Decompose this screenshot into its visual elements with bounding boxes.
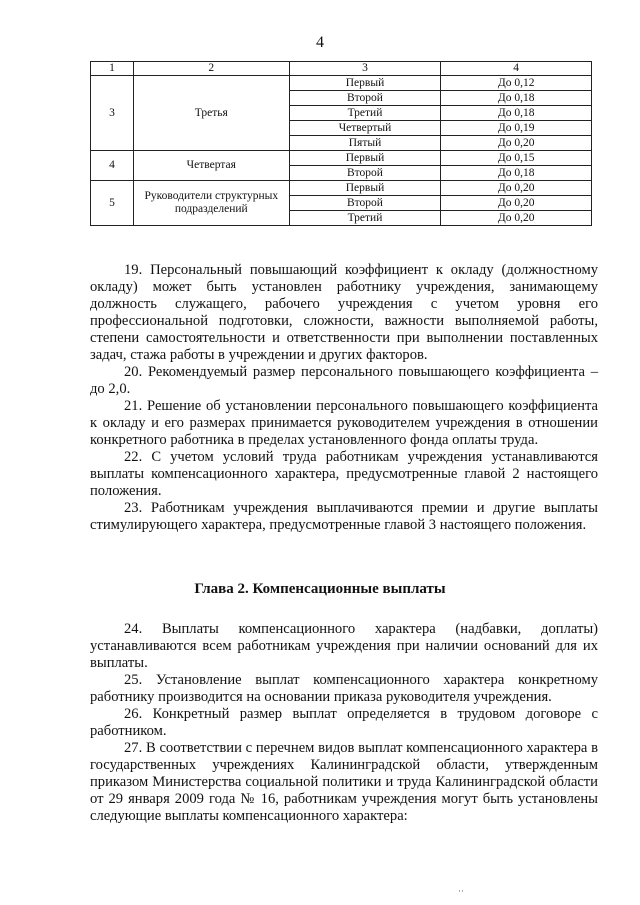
- level-cell: Пятый: [289, 136, 441, 151]
- coefficient-table: [90, 61, 592, 226]
- coefficient-cell: До 0,20: [441, 136, 592, 151]
- table-header-row: [91, 62, 592, 76]
- level-cell: Первый: [289, 151, 441, 166]
- group-number-cell: 3: [91, 76, 134, 151]
- paragraph: 25. Установление выплат компенсационного характера конкретному работнику производится на основании приказа руководителя учреждения.: [90, 672, 598, 705]
- header-cell: 2: [133, 62, 289, 76]
- paragraph: 21. Решение об установлении персонального повышающего коэффициента к окладу и его размерах принимается руководителем учреждения в отношении конкретного работника в пределах установленного фонда оплаты труда.: [90, 398, 598, 448]
- paragraph: 22. С учетом условий труда работникам учреждения устанавливаются выплаты компенсационного характера, предусмотренные главой 2 настоящего положения.: [90, 449, 598, 499]
- coefficient-cell: До 0,18: [441, 106, 592, 121]
- level-cell: Первый: [289, 76, 441, 91]
- level-cell: Четвертый: [289, 121, 441, 136]
- level-cell: Третий: [289, 211, 441, 226]
- header-cell: 1: [91, 62, 134, 76]
- coefficient-cell: До 0,19: [441, 121, 592, 136]
- page-number: 4: [316, 34, 324, 51]
- group-number-cell: 5: [91, 181, 134, 226]
- paragraph: 23. Работникам учреждения выплачиваются премии и другие выплаты стимулирующего характера, предусмотренные главой 3 настоящего положения.: [90, 500, 598, 533]
- level-cell: Третий: [289, 106, 441, 121]
- table-row: [91, 181, 592, 196]
- level-cell: Второй: [289, 196, 441, 211]
- coefficient-cell: До 0,20: [441, 211, 592, 226]
- body-text-after: [90, 621, 598, 825]
- group-number-cell: 4: [91, 151, 134, 181]
- group-name-cell: Третья: [133, 76, 289, 151]
- paragraph: 19. Персональный повышающий коэффициент к окладу (должностному окладу) может быть установлен работнику учреждения, занимающему должность служащего, рабочего учреждения с учетом уровня его профессиональной подготовки, сложности, важности выполняемой работы, степени самостоятельности и ответственности при выполнении поставленных задач, стажа работы в учреждении и других факторов.: [90, 262, 598, 363]
- level-cell: Первый: [289, 181, 441, 196]
- corner-mark: ··: [458, 886, 464, 896]
- header-cell: 3: [289, 62, 441, 76]
- coefficient-cell: До 0,20: [441, 181, 592, 196]
- level-cell: Второй: [289, 166, 441, 181]
- coefficient-cell: До 0,18: [441, 166, 592, 181]
- group-name-cell: Четвертая: [133, 151, 289, 181]
- chapter-title: Глава 2. Компенсационные выплаты: [194, 581, 446, 597]
- group-name-cell: Руководители структурных подразделений: [133, 181, 289, 226]
- paragraph: 27. В соответствии с перечнем видов выплат компенсационного характера в государственных учреждениях Калининградской области, утвержденным приказом Министерства социальной политики и труда Калининградской области от 29 января 2009 года № 16, работникам учреждения могут быть установлены следующие выплаты компенсационного характера:: [90, 740, 598, 824]
- coefficient-cell: До 0,12: [441, 76, 592, 91]
- coefficient-cell: До 0,18: [441, 91, 592, 106]
- paragraph: 24. Выплаты компенсационного характера (надбавки, доплаты) устанавливаются всем работникам учреждения при наличии оснований для их выплаты.: [90, 621, 598, 671]
- paragraph: 26. Конкретный размер выплат определяется в трудовом договоре с работником.: [90, 706, 598, 739]
- coefficient-cell: До 0,15: [441, 151, 592, 166]
- header-cell: 4: [441, 62, 592, 76]
- paragraph: 20. Рекомендуемый размер персонального повышающего коэффициента – до 2,0.: [90, 364, 598, 397]
- table-body: [91, 62, 592, 226]
- table-row: [91, 76, 592, 91]
- body-text-before: [90, 262, 598, 534]
- level-cell: Второй: [289, 91, 441, 106]
- coefficient-cell: До 0,20: [441, 196, 592, 211]
- table-row: [91, 151, 592, 166]
